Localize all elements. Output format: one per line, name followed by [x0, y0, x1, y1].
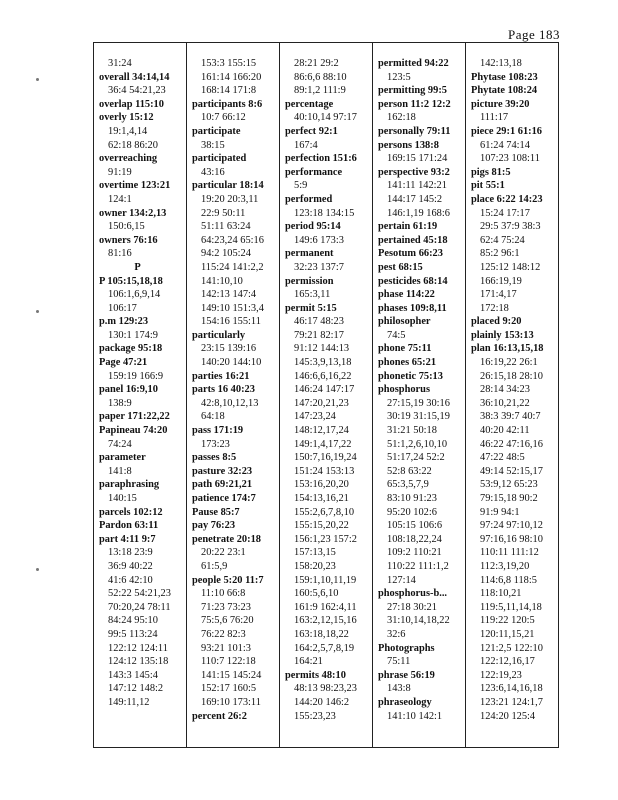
index-reference: 93:21 101:3 [201, 642, 251, 654]
index-reference: 150:7,16,19,24 [294, 452, 357, 464]
index-reference: 46:17 48:23 [294, 316, 344, 328]
index-reference: 123:5 [387, 71, 411, 83]
index-reference: 144:20 146:2 [294, 696, 350, 708]
index-reference: 146:24 147:17 [294, 384, 355, 396]
index-term: patience 174:7 [192, 493, 256, 504]
index-reference: 79:21 82:17 [294, 329, 344, 341]
index-reference: 144:17 145:2 [387, 193, 443, 205]
index-reference: 167:4 [294, 139, 318, 151]
index-reference: 106:17 [108, 302, 137, 314]
index-reference: 64:23,24 65:16 [201, 234, 264, 246]
index-term: perfect 92:1 [285, 125, 338, 137]
index-reference: 157:13,15 [294, 547, 336, 559]
index-reference: 169:10 173:11 [201, 696, 261, 708]
index-reference: 152:17 160:5 [201, 683, 257, 695]
index-term: part 4:11 9:7 [99, 533, 156, 545]
index-reference: 138:9 [108, 397, 132, 409]
index-reference: 5:9 [294, 180, 308, 192]
index-term: phones 65:21 [378, 357, 437, 369]
index-term: P 105:15,18,18 [99, 275, 163, 287]
index-term: owner 134:2,13 [99, 207, 167, 219]
index-reference: 122:12,16,17 [480, 656, 535, 668]
index-reference: 146:6,6,16,22 [294, 370, 352, 382]
index-reference: 169:15 171:24 [387, 153, 448, 165]
index-term: percent 26:2 [192, 710, 247, 722]
index-reference: 162:18 [387, 112, 416, 124]
index-reference: 149:10 151:3,4 [201, 302, 264, 314]
index-reference: 121:2,5 122:10 [480, 642, 543, 654]
index-reference: 118:10,21 [480, 588, 522, 600]
index-term: phrase 56:19 [378, 669, 435, 681]
index-term: people 5:20 11:7 [192, 574, 264, 586]
index-reference: 85:2 96:1 [480, 248, 520, 260]
index-reference: 143:8 [387, 683, 411, 695]
index-reference: 141:15 145:24 [201, 669, 262, 681]
index-term: Phytate 108:24 [471, 85, 538, 97]
index-term: pit 55:1 [471, 180, 505, 192]
index-reference: 46:22 47:16,16 [480, 438, 543, 450]
index-term: percentage [285, 98, 334, 110]
index-term: Pause 85:7 [192, 506, 240, 518]
index-reference: 74:24 [108, 438, 132, 450]
index-reference: 123:6,14,16,18 [480, 683, 543, 695]
index-reference: 52:8 63:22 [387, 465, 432, 477]
index-reference: 145:3,9,13,18 [294, 357, 352, 369]
index-reference: 123:21 124:1,7 [480, 696, 543, 708]
index-reference: 71:23 73:23 [201, 601, 251, 613]
index-reference: 51:17,24 52:2 [387, 452, 445, 464]
index-reference: 140:20 144:10 [201, 357, 262, 369]
index-reference: 158:20,23 [294, 560, 336, 572]
index-reference: 108:18,22,24 [387, 533, 442, 545]
index-term: phraseology [378, 696, 432, 708]
index-reference: 143:3 145:4 [108, 669, 158, 681]
index-term: paraphrasing [99, 479, 160, 491]
index-reference: 36:9 40:22 [108, 560, 153, 572]
index-term: overreaching [99, 153, 158, 165]
index-term: pest 68:15 [378, 261, 423, 273]
index-term: package 95:18 [99, 343, 163, 355]
index-term: panel 16:9,10 [99, 384, 158, 396]
index-reference: 142:13 147:4 [201, 289, 257, 301]
index-reference: 36:10,21,22 [480, 397, 530, 409]
index-reference: 75:11 [387, 656, 411, 668]
index-reference: 89:1,2 111:9 [294, 85, 346, 97]
page-number: Page 183 [507, 27, 560, 42]
index-reference: 105:15 106:6 [387, 520, 443, 532]
index-column-5 [466, 43, 558, 747]
index-reference: 62:18 86:20 [108, 139, 158, 151]
index-reference: 70:20,24 78:11 [108, 601, 171, 613]
index-reference: 153:3 155:15 [201, 58, 257, 69]
index-reference: 155:15,20,22 [294, 520, 349, 532]
index-term: phosphorus-b... [378, 588, 448, 600]
index-term: perfection 151:6 [285, 153, 357, 165]
index-reference: 171:4,17 [480, 289, 517, 301]
index-reference: 76:22 82:3 [201, 628, 246, 640]
index-term: pigs 81:5 [471, 166, 511, 178]
index-reference: 124:1 [108, 193, 132, 205]
index-term: phase 114:22 [378, 289, 435, 301]
index-reference: 52:22 54:21,23 [108, 588, 171, 600]
index-reference: 119:22 120:5 [480, 615, 535, 627]
index-reference: 15:24 17:17 [480, 207, 530, 219]
index-reference: 16:19,22 26:1 [480, 357, 538, 369]
index-reference: 27:15,19 30:16 [387, 397, 450, 409]
index-reference: 28:14 34:23 [480, 384, 530, 396]
index-term: overlap 115:10 [99, 98, 164, 110]
index-term: phonetic 75:13 [378, 370, 443, 382]
index-reference: 36:4 54:21,23 [108, 85, 166, 97]
index-reference: 22:9 50:11 [201, 207, 246, 219]
index-reference: 27:18 30:21 [387, 601, 437, 613]
scan-speck [36, 568, 39, 571]
index-reference: 163:2,12,15,16 [294, 615, 357, 627]
index-reference: 32:6 [387, 628, 406, 640]
index-term: period 95:14 [285, 221, 341, 233]
index-reference: 38:3 39:7 40:7 [480, 411, 541, 423]
index-reference: 111:17 [480, 112, 509, 124]
index-term: pass 171:19 [192, 425, 244, 437]
index-reference: 86:6,6 88:10 [294, 71, 347, 83]
index-term: paper 171:22,22 [99, 411, 170, 423]
index-reference: 153:16,20,20 [294, 479, 349, 491]
index-reference: 122:12 124:11 [108, 642, 168, 654]
index-term: Page 47:21 [99, 357, 148, 369]
index-reference: 164:2,5,7,8,19 [294, 642, 355, 654]
index-term: participate [192, 125, 241, 137]
index-term: place 6:22 14:23 [471, 193, 543, 205]
index-reference: 97:24 97:10,12 [480, 520, 543, 532]
index-reference: 155:23,23 [294, 710, 336, 722]
index-term: picture 39:20 [471, 98, 530, 110]
index-reference: 147:12 148:2 [108, 683, 164, 695]
index-reference: 141:8 [108, 465, 132, 477]
index-reference: 41:6 42:10 [108, 574, 153, 586]
index-reference: 48:13 98:23,23 [294, 683, 357, 695]
index-reference: 168:14 171:8 [201, 85, 257, 97]
index-reference: 30:19 31:15,19 [387, 411, 450, 423]
index-reference: 124:12 135:18 [108, 656, 169, 668]
index-reference: 99:5 113:24 [108, 628, 158, 640]
index-reference: 53:9,12 65:23 [480, 479, 538, 491]
index-reference: 122:19,23 [480, 669, 522, 681]
index-reference: 51:1,2,6,10,10 [387, 438, 448, 450]
index-term: permission [285, 275, 334, 287]
index-reference: 29:5 37:9 38:3 [480, 221, 541, 233]
index-reference: 84:24 95:10 [108, 615, 158, 627]
index-reference: 61:24 74:14 [480, 139, 530, 151]
index-column-2 [187, 43, 280, 747]
index-term: parties 16:21 [192, 370, 250, 382]
index-column-3 [280, 43, 373, 747]
section-letter: P [134, 261, 141, 273]
index-reference: 148:12,17,24 [294, 425, 349, 437]
index-term: path 69:21,21 [192, 479, 253, 491]
index-reference: 81:16 [108, 248, 132, 260]
index-reference: 19:20 20:3,11 [201, 193, 259, 205]
index-term: philosopher [378, 316, 431, 328]
index-reference: 62:4 75:24 [480, 234, 525, 246]
index-term: perspective 93:2 [378, 166, 450, 178]
index-reference: 127:14 [387, 574, 416, 586]
index-reference: 74:5 [387, 329, 406, 341]
index-reference: 64:18 [201, 411, 225, 423]
index-reference: 65:3,5,7,9 [387, 479, 429, 491]
index-reference: 61:5,9 [201, 560, 228, 572]
index-term: parameter [99, 452, 146, 464]
index-term: permitted 94:22 [378, 58, 449, 69]
index-term: pertain 61:19 [378, 221, 438, 233]
index-reference: 149:11,12 [108, 696, 150, 708]
scan-speck [36, 78, 39, 81]
index-reference: 51:11 63:24 [201, 221, 251, 233]
index-reference: 91:19 [108, 166, 132, 178]
index-reference: 42:8,10,12,13 [201, 397, 259, 409]
index-term: persons 138:8 [378, 139, 439, 151]
index-term: p.m 129:23 [99, 316, 149, 328]
index-reference: 40:10,14 97:17 [294, 112, 357, 124]
index-column-4 [373, 43, 466, 747]
index-term: personally 79:11 [378, 125, 451, 137]
index-reference: 147:23,24 [294, 411, 336, 423]
index-term: overtime 123:21 [99, 180, 171, 192]
word-index-table [93, 42, 559, 748]
index-reference: 94:2 105:24 [201, 248, 251, 260]
index-reference: 147:20,21,23 [294, 397, 349, 409]
index-term: Pardon 63:11 [99, 520, 159, 532]
index-reference: 146:1,19 168:6 [387, 207, 450, 219]
index-term: overall 34:14,14 [99, 71, 170, 83]
index-term: participants 8:6 [192, 98, 263, 110]
index-term: particular 18:14 [192, 180, 264, 192]
index-term: owners 76:16 [99, 234, 158, 246]
index-reference: 151:24 153:13 [294, 465, 355, 477]
index-reference: 10:7 66:12 [201, 112, 246, 124]
index-reference: 165:3,11 [294, 289, 331, 301]
index-term: plainly 153:13 [471, 329, 534, 341]
index-reference: 31:24 [108, 58, 132, 69]
index-reference: 125:12 148:12 [480, 261, 541, 273]
index-reference: 20:22 23:1 [201, 547, 246, 559]
index-reference: 161:9 162:4,11 [294, 601, 357, 613]
index-reference: 110:22 111:1,2 [387, 560, 449, 572]
index-term: Pesotum 66:23 [378, 248, 443, 260]
index-reference: 26:15,18 28:10 [480, 370, 543, 382]
index-term: performance [285, 166, 343, 178]
index-reference: 106:1,6,9,14 [108, 289, 161, 301]
index-reference: 110:7 122:18 [201, 656, 256, 668]
index-term: parcels 102:12 [99, 506, 163, 518]
index-column-1 [94, 43, 187, 747]
index-reference: 110:11 111:12 [480, 547, 539, 559]
index-reference: 141:11 142:21 [387, 180, 447, 192]
index-reference: 149:1,4,17,22 [294, 438, 352, 450]
index-reference: 160:5,6,10 [294, 588, 339, 600]
index-reference: 91:9 94:1 [480, 506, 520, 518]
index-reference: 130:1 174:9 [108, 329, 158, 341]
index-term: pertained 45:18 [378, 234, 448, 246]
index-reference: 155:2,6,7,8,10 [294, 506, 355, 518]
index-reference: 23:15 139:16 [201, 343, 257, 355]
index-reference: 97:16,16 98:10 [480, 533, 543, 545]
index-reference: 79:15,18 90:2 [480, 493, 538, 504]
index-term: overly 15:12 [99, 112, 154, 124]
index-reference: 115:24 141:2,2 [201, 261, 264, 273]
index-reference: 75:5,6 76:20 [201, 615, 254, 627]
index-reference: 123:18 134:15 [294, 207, 355, 219]
index-reference: 159:19 166:9 [108, 370, 164, 382]
index-reference: 13:18 23:9 [108, 547, 153, 559]
index-term: placed 9:20 [471, 316, 522, 328]
index-reference: 83:10 91:23 [387, 493, 437, 504]
index-reference: 43:16 [201, 166, 225, 178]
index-term: penetrate 20:18 [192, 533, 261, 545]
index-reference: 154:13,16,21 [294, 493, 349, 504]
index-reference: 172:18 [480, 302, 509, 314]
index-reference: 164:21 [294, 656, 323, 668]
index-term: performed [285, 193, 333, 205]
index-term: phosphorus [378, 384, 430, 396]
index-term: participated [192, 153, 247, 165]
index-reference: 120:11,15,21 [480, 628, 535, 640]
index-term: permitting 99:5 [378, 85, 447, 97]
index-reference: 161:14 166:20 [201, 71, 262, 83]
index-reference: 149:6 173:3 [294, 234, 344, 246]
index-term: Phytase 108:23 [471, 71, 538, 83]
index-term: permits 48:10 [285, 669, 346, 681]
index-reference: 124:20 125:4 [480, 710, 536, 722]
index-reference: 112:3,19,20 [480, 560, 530, 572]
index-reference: 28:21 29:2 [294, 58, 339, 69]
index-term: permanent [285, 248, 334, 260]
index-reference: 150:6,15 [108, 221, 145, 233]
index-reference: 114:6,8 118:5 [480, 574, 537, 586]
index-reference: 31:10,14,18,22 [387, 615, 450, 627]
index-reference: 141:10 142:1 [387, 710, 443, 722]
index-reference: 156:1,23 157:2 [294, 533, 357, 545]
index-reference: 142:13,18 [480, 58, 522, 69]
index-term: person 11:2 12:2 [378, 98, 451, 110]
index-term: phone 75:11 [378, 343, 432, 355]
index-term: phases 109:8,11 [378, 302, 447, 314]
index-term: particularly [192, 329, 246, 341]
index-term: plan 16:13,15,18 [471, 343, 544, 355]
index-term: passes 8:5 [192, 452, 237, 464]
scan-speck [36, 310, 39, 313]
index-reference: 173:23 [201, 438, 230, 450]
index-reference: 163:18,18,22 [294, 628, 349, 640]
index-term: parts 16 40:23 [192, 384, 255, 396]
index-reference: 38:15 [201, 139, 225, 151]
index-term: pasture 32:23 [192, 465, 253, 477]
index-reference: 40:20 42:11 [480, 425, 530, 437]
index-reference: 166:19,19 [480, 275, 522, 287]
index-reference: 141:10,10 [201, 275, 243, 287]
index-reference: 107:23 108:11 [480, 153, 540, 165]
index-reference: 140:15 [108, 493, 137, 504]
index-reference: 11:10 66:8 [201, 588, 246, 600]
index-term: Photographs [378, 642, 435, 654]
index-reference: 31:21 50:18 [387, 425, 437, 437]
index-reference: 159:1,10,11,19 [294, 574, 357, 586]
index-reference: 19:1,4,14 [108, 125, 148, 137]
index-reference: 119:5,11,14,18 [480, 601, 542, 613]
index-term: pesticides 68:14 [378, 275, 448, 287]
index-term: Papineau 74:20 [99, 425, 168, 437]
index-term: piece 29:1 61:16 [471, 125, 542, 137]
index-reference: 91:12 144:13 [294, 343, 350, 355]
index-term: permit 5:15 [285, 302, 337, 314]
index-reference: 154:16 155:11 [201, 316, 261, 328]
index-reference: 47:22 48:5 [480, 452, 525, 464]
index-term: pay 76:23 [192, 520, 236, 532]
index-reference: 49:14 52:15,17 [480, 465, 543, 477]
index-reference: 32:23 137:7 [294, 261, 344, 273]
index-reference: 95:20 102:6 [387, 506, 437, 518]
index-reference: 109:2 110:21 [387, 547, 442, 559]
